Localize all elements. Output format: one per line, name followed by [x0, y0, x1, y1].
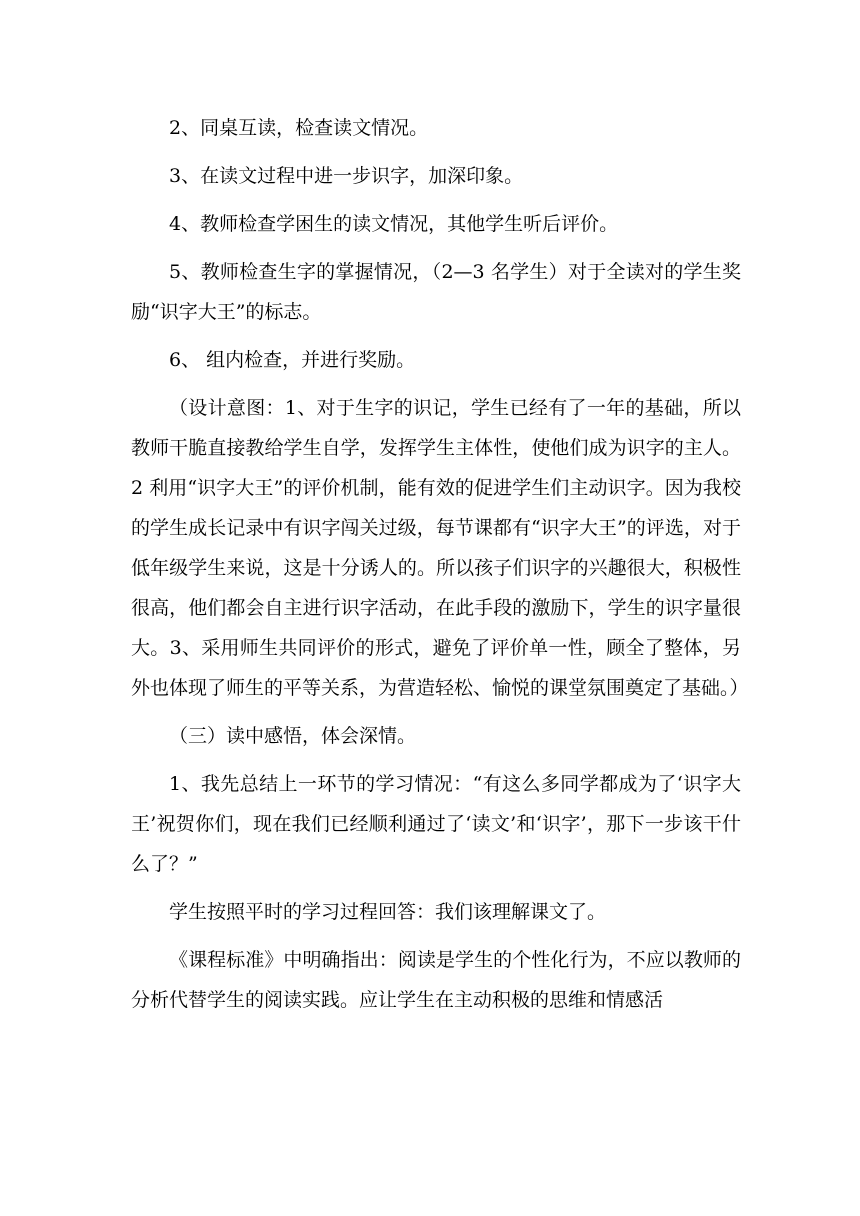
paragraph-step-2: 2、同桌互读，检查读文情况。	[169, 117, 429, 139]
paragraph-student-answer: 学生按照平时的学习过程回答：我们该理解课文了。	[169, 901, 607, 923]
document-body	[131, 108, 749, 1020]
paragraph-summary: 1、我先总结上一环节的学习情况：“有这么多同学都成为了‘识字大王’祝贺你们，现在我们已经顺利通过了‘读文’和‘识字’，那下一步该干什么了？”	[131, 773, 741, 875]
paragraph-step-6: 6、 组内检查，并进行奖励。	[169, 349, 416, 371]
section-heading-3: （三）读中感悟，体会深情。	[169, 725, 417, 747]
paragraph-step-5: 5、教师检查生字的掌握情况，（2—3 名学生）对于全读对的学生奖励“识字大王”的标志。	[131, 261, 741, 323]
paragraph-design-intent: （设计意图：1、对于生字的识记，学生已经有了一年的基础，所以教师干脆直接教给学生自学，发挥学生主体性，使他们成为识字的主人。2 利用“识字大王”的评价机制，能有效的促进学生们主动识字。因为我校的学生成长记录中有识字闯关过级，每节课都有“识字大王”的评选，对于低年级学生来说，这是十分诱人的。所以孩子们识字的兴趣很大，积极性很高，他们都会自主进行识字活动，在此手段的激励下，学生的识字量很大。3、采用师生共同评价的形式，避免了评价单一性，顾全了整体，另外也体现了师生的平等关系，为营造轻松、愉悦的课堂氛围奠定了基础。）	[131, 397, 749, 699]
paragraph-curriculum-standard: 《课程标准》中明确指出：阅读是学生的个性化行为，不应以教师的分析代替学生的阅读实践。应让学生在主动积极的思维和情感活	[131, 949, 741, 1011]
paragraph-step-4: 4、教师检查学困生的读文情况，其他学生听后评价。	[169, 213, 619, 235]
paragraph-step-3: 3、在读文过程中进一步识字，加深印象。	[169, 165, 524, 187]
